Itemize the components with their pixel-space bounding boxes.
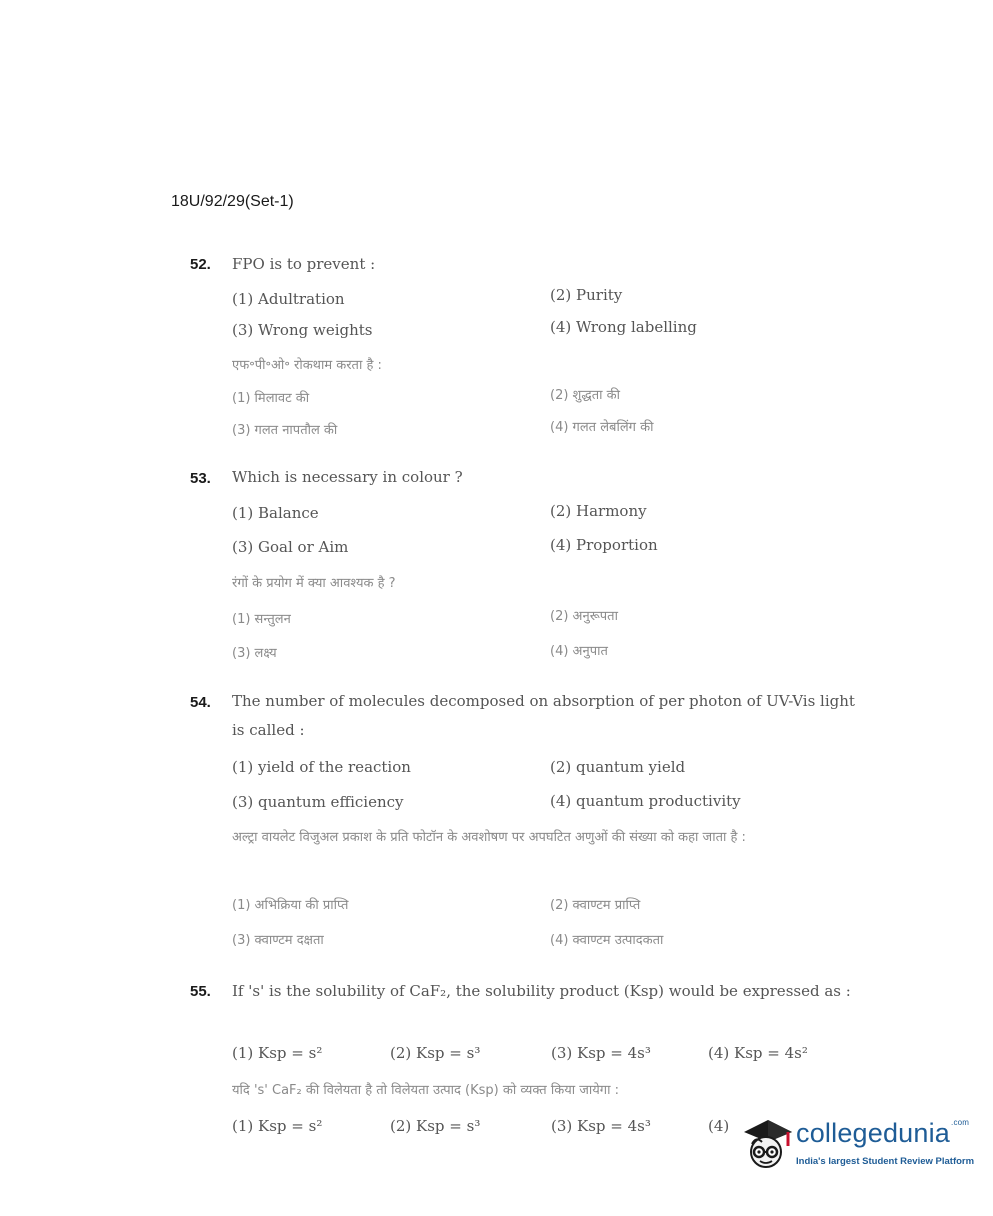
question-number: 52. [190,256,211,273]
question-text-en: The number of molecules decomposed on absorption of per photon of UV-Vis light is called : [232,692,855,739]
option-en: (3) Ksp = 4s³ [551,1044,651,1062]
option-hi: (4) गलत लेबलिंग की [550,420,654,435]
option-en: (4) Ksp = 4s² [708,1044,808,1062]
brand-tagline: India's largest Student Review Platform [796,1156,975,1167]
option-hi: (3) Ksp = 4s³ [551,1117,651,1135]
option-hi: (4) [708,1117,730,1135]
option-hi: (1) Ksp = s² [232,1117,323,1135]
option-en: (2) quantum yield [550,758,686,776]
question-number: 53. [190,470,211,487]
brand-name: collegedunia$^{.com}$ [796,1118,970,1148]
option-en: (3) Goal or Aim [232,538,349,556]
option-hi: (4) क्वाण्टम उत्पादकता [550,933,664,948]
option-hi: (3) लक्ष्य [232,646,277,661]
option-en: (2) Purity [550,286,623,304]
option-hi: (1) अभिक्रिया की प्राप्ति [232,898,349,913]
collegedunia-watermark [738,1108,975,1178]
option-hi: (2) अनुरूपता [550,609,618,624]
question-text-hi: रंगों के प्रयोग में क्या आवश्यक है ? [232,576,396,591]
option-en: (1) Adultration [232,290,345,308]
option-hi: (2) शुद्धता की [550,388,621,403]
option-en: (2) Ksp = s³ [390,1044,481,1062]
option-en: (1) yield of the reaction [232,758,411,776]
option-en: (4) Proportion [550,536,658,554]
option-en: (1) Ksp = s² [232,1044,323,1062]
page-code: 18U/92/29(Set-1) [171,193,294,210]
question-text-hi: यदि 's' CaF₂ की विलेयता है तो विलेयता उत्पाद (Ksp) को व्यक्त किया जायेगा : [232,1083,619,1098]
option-en: (4) Wrong labelling [550,318,697,336]
option-en: (3) Wrong weights [232,321,373,339]
question-text-en: FPO is to prevent : [232,255,376,273]
question-text-hi: अल्ट्रा वायलेट विजुअल प्रकाश के प्रति फोटॉन के अवशोषण पर अपघटित अणुओं की संख्या को कहा जाता है : [232,830,746,845]
question-text-en: Which is necessary in colour ? [232,468,463,486]
option-hi: (1) मिलावट की [232,391,310,406]
option-en: (4) quantum productivity [550,792,741,810]
option-hi: (2) Ksp = s³ [390,1117,481,1135]
question-number: 54. [190,694,211,711]
option-hi: (2) क्वाण्टम प्राप्ति [550,898,641,913]
question-text-hi: एफ॰पी॰ओ॰ रोकथाम करता है : [232,358,382,373]
option-en: (2) Harmony [550,502,647,520]
option-en: (1) Balance [232,504,319,522]
brand-suffix: .com [951,1118,970,1127]
option-hi: (1) सन्तुलन [232,612,291,627]
question-number: 55. [190,983,211,1000]
option-hi: (4) अनुपात [550,644,608,659]
option-en: (3) quantum efficiency [232,793,404,811]
mascot-icon [738,1108,796,1178]
option-hi: (3) गलत नापतौल की [232,423,338,438]
question-text-en: If 's' is the solubility of CaF₂, the solubility product (Ksp) would be expressed as : [232,982,851,1000]
option-hi: (3) क्वाण्टम दक्षता [232,933,324,948]
